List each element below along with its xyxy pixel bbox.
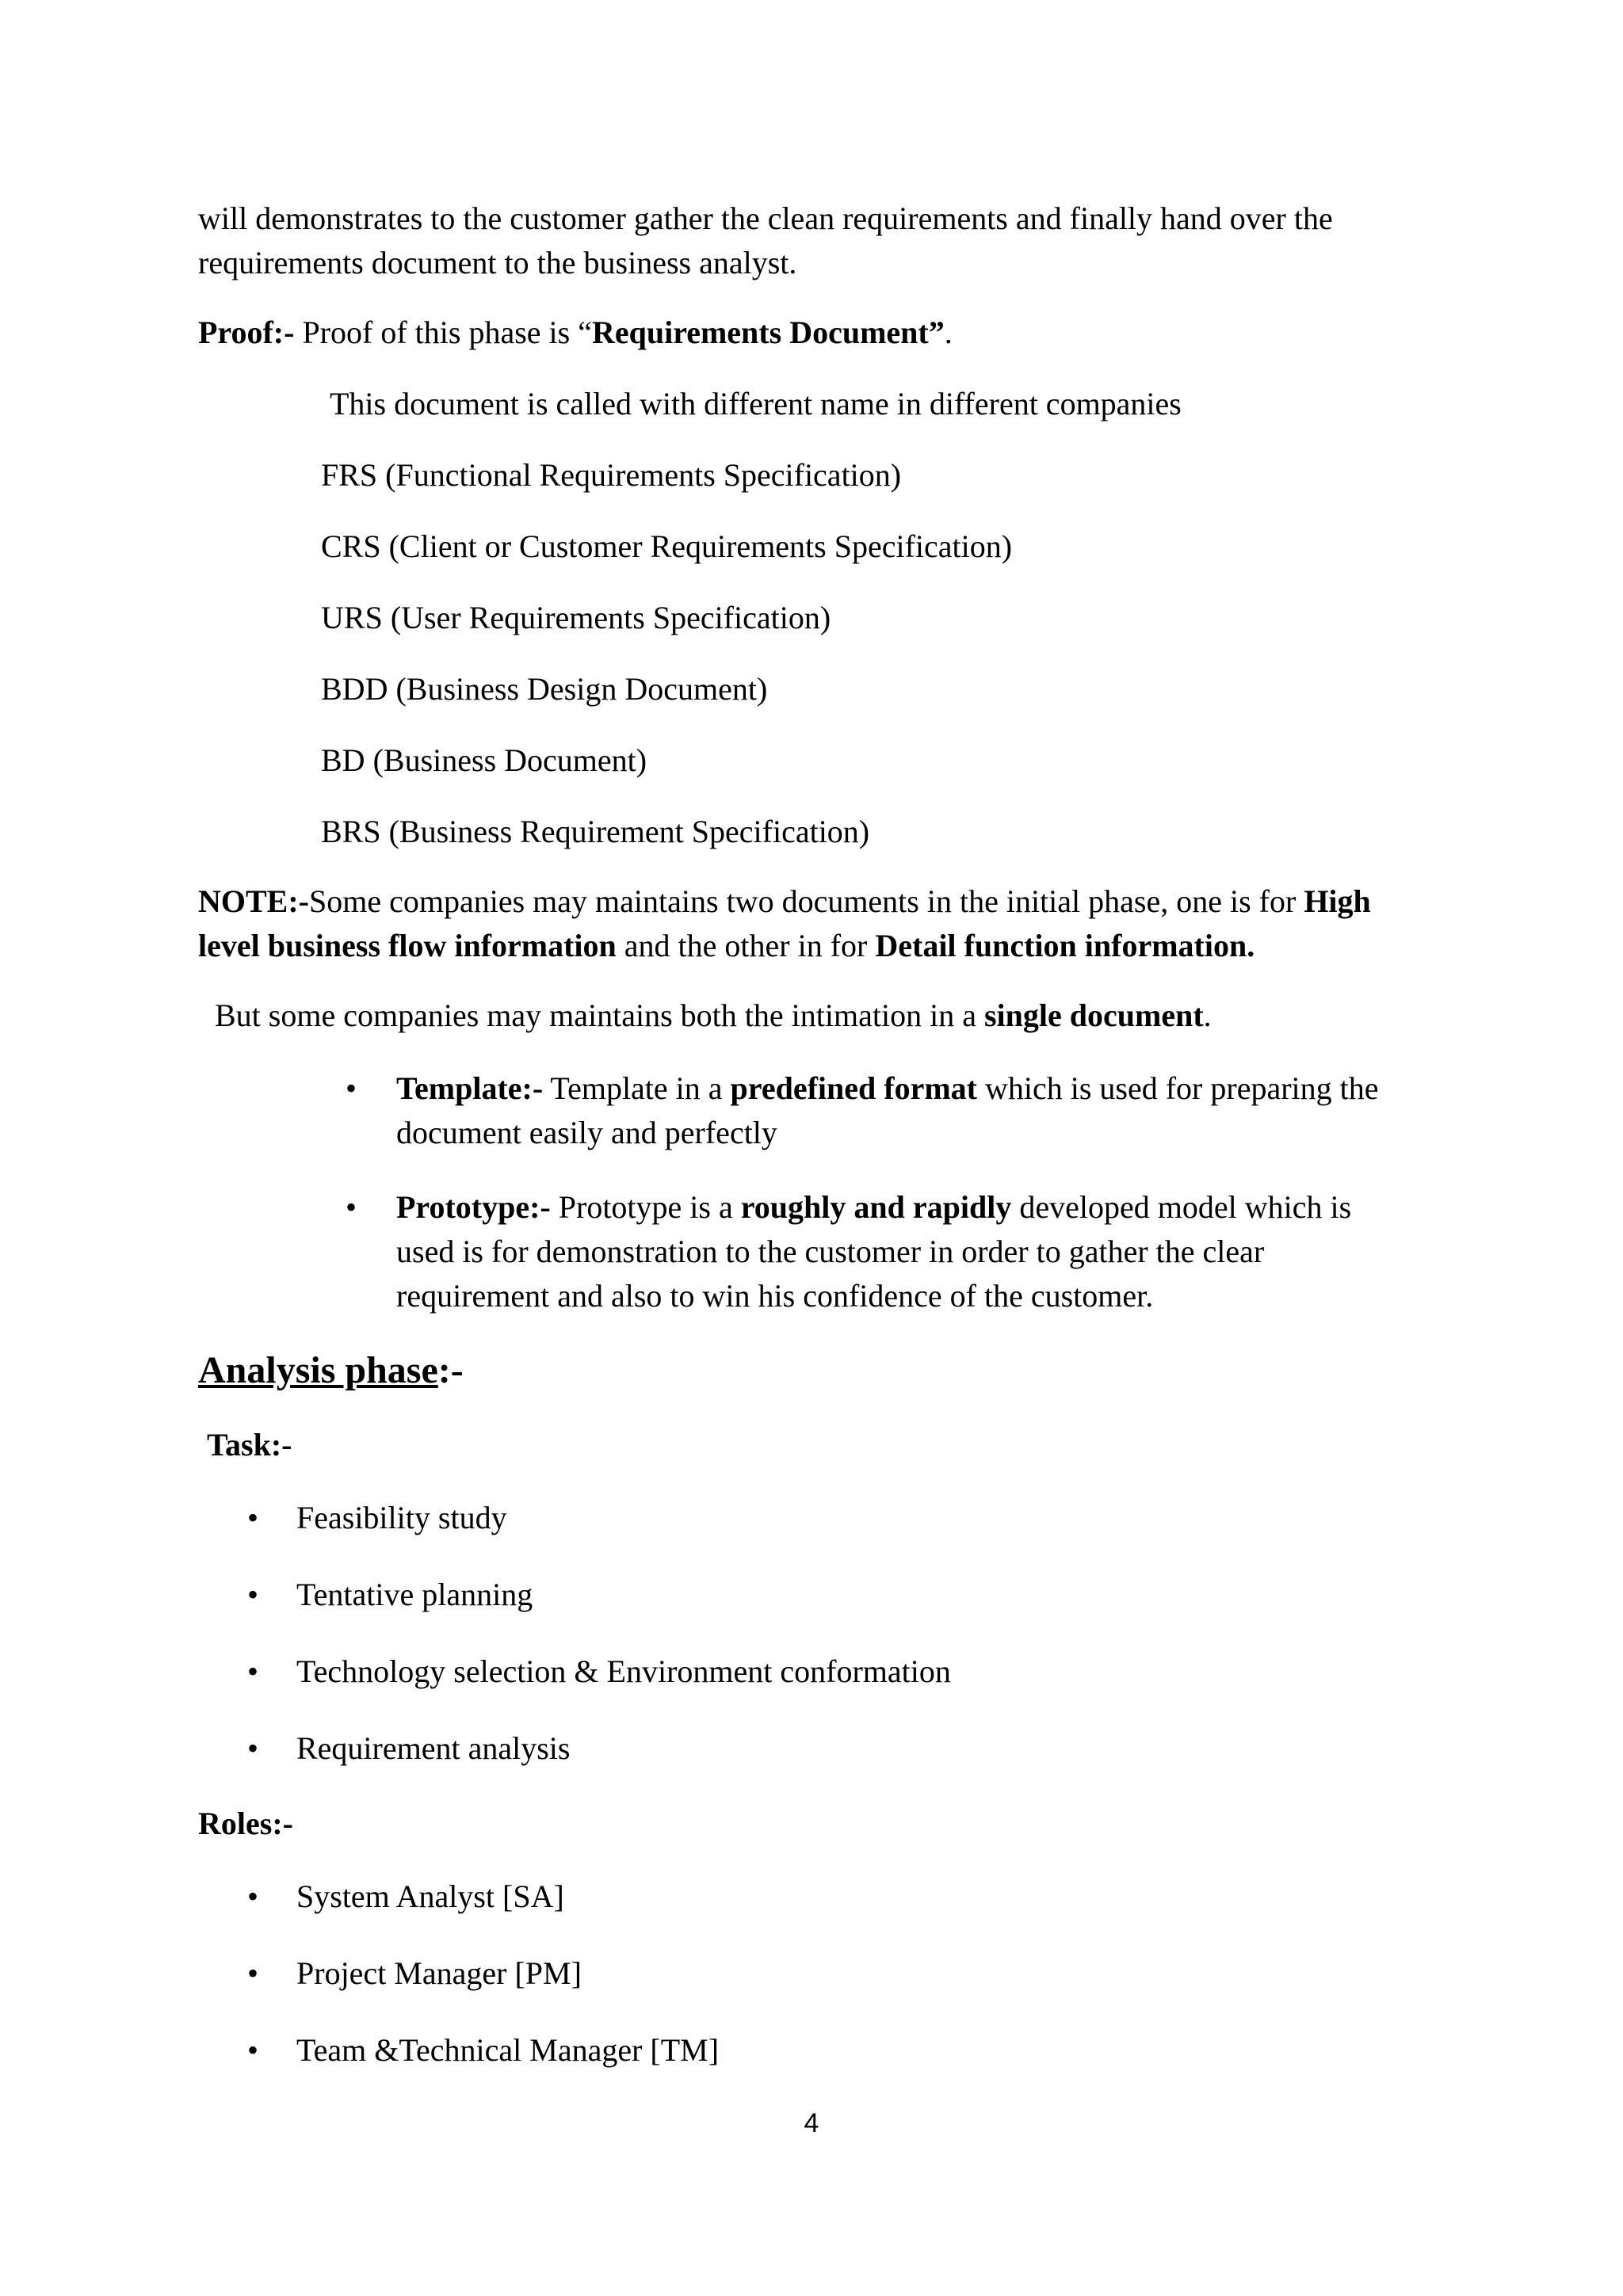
note-bold-3: Detail function information.: [875, 928, 1255, 963]
doc-name-crs: CRS (Client or Customer Requirements Specification): [321, 528, 1013, 564]
task-bullet: •: [247, 1730, 259, 1766]
task-item: Feasibility study: [296, 1500, 507, 1535]
proof-text-end: .: [944, 315, 953, 350]
task-item: Technology selection & Environment conformation: [296, 1653, 951, 1689]
doc-name-brs: BRS (Business Requirement Specification): [321, 814, 870, 849]
single-doc-end: .: [1203, 997, 1212, 1033]
intro-line-1: will demonstrates to the customer gather the clean requirements and finally hand over the: [198, 200, 1333, 236]
prototype-bold: roughly and rapidly: [740, 1189, 1012, 1225]
task-item: Tentative planning: [296, 1577, 533, 1612]
role-item: Team &Technical Manager [TM]: [296, 2032, 720, 2068]
template-line-2: document easily and perfectly: [396, 1115, 777, 1150]
doc-names-intro: This document is called with different name in different companies: [330, 386, 1182, 421]
prototype-line-1: [396, 1188, 1351, 1226]
note-line-1: [198, 883, 1371, 921]
role-item: Project Manager [PM]: [296, 1955, 582, 1991]
role-bullet: •: [247, 1955, 259, 1991]
prototype-text-2: developed model which is: [1011, 1189, 1352, 1225]
doc-name-urs: URS (User Requirements Specification): [321, 600, 831, 635]
note-text-1: Some companies may maintains two documents in the initial phase, one is for: [309, 883, 1304, 919]
analysis-heading-suffix: :-: [437, 1349, 464, 1391]
note-bold-1: High: [1304, 883, 1371, 919]
task-item: Requirement analysis: [296, 1730, 571, 1766]
intro-line-2: requirements document to the business analyst.: [198, 245, 797, 280]
note-bold-2: level business flow information: [198, 928, 617, 963]
proof-doc-name: Requirements Document”: [591, 315, 945, 350]
template-text-1: Template in a: [543, 1070, 731, 1106]
page-number: 4: [804, 2108, 819, 2138]
proof-paragraph: [198, 314, 953, 352]
task-bullet: •: [247, 1653, 259, 1689]
task-bullet: •: [247, 1577, 259, 1612]
analysis-phase-heading: [198, 1348, 464, 1393]
role-bullet: •: [247, 1878, 259, 1914]
task-label: Task:-: [207, 1427, 292, 1463]
single-doc-paragraph: [215, 997, 1212, 1035]
prototype-label: Prototype:-: [396, 1189, 551, 1225]
doc-name-frs: FRS (Functional Requirements Specification): [321, 457, 902, 493]
proof-text: Proof of this phase is “: [294, 315, 592, 350]
prototype-line-2: used is for demonstration to the customer in order to gather the clear: [396, 1234, 1265, 1269]
prototype-line-3: requirement and also to win his confidence of the customer.: [396, 1278, 1154, 1314]
prototype-text-1: Prototype is a: [550, 1189, 741, 1225]
proof-label: Proof:-: [198, 315, 295, 350]
template-label: Template:-: [396, 1070, 544, 1106]
note-label: NOTE:-: [198, 883, 309, 919]
role-item: System Analyst [SA]: [296, 1878, 564, 1914]
doc-name-bdd: BDD (Business Design Document): [321, 671, 768, 707]
template-bold: predefined format: [730, 1070, 977, 1106]
task-bullet: •: [247, 1500, 259, 1535]
roles-label: Roles:-: [198, 1806, 293, 1841]
note-text-2: and the other in for: [616, 928, 876, 963]
doc-name-bd: BD (Business Document): [321, 742, 647, 778]
analysis-heading-text: Analysis phase: [198, 1349, 438, 1391]
note-line-2: [198, 927, 1254, 965]
single-doc-bold: single document: [983, 997, 1204, 1033]
single-doc-text: But some companies may maintains both the intimation in a: [215, 997, 984, 1033]
template-text-2: which is used for preparing the: [976, 1070, 1379, 1106]
template-bullet: •: [346, 1070, 357, 1106]
role-bullet: •: [247, 2032, 259, 2068]
prototype-bullet: •: [346, 1189, 357, 1225]
template-line-1: [396, 1070, 1379, 1108]
